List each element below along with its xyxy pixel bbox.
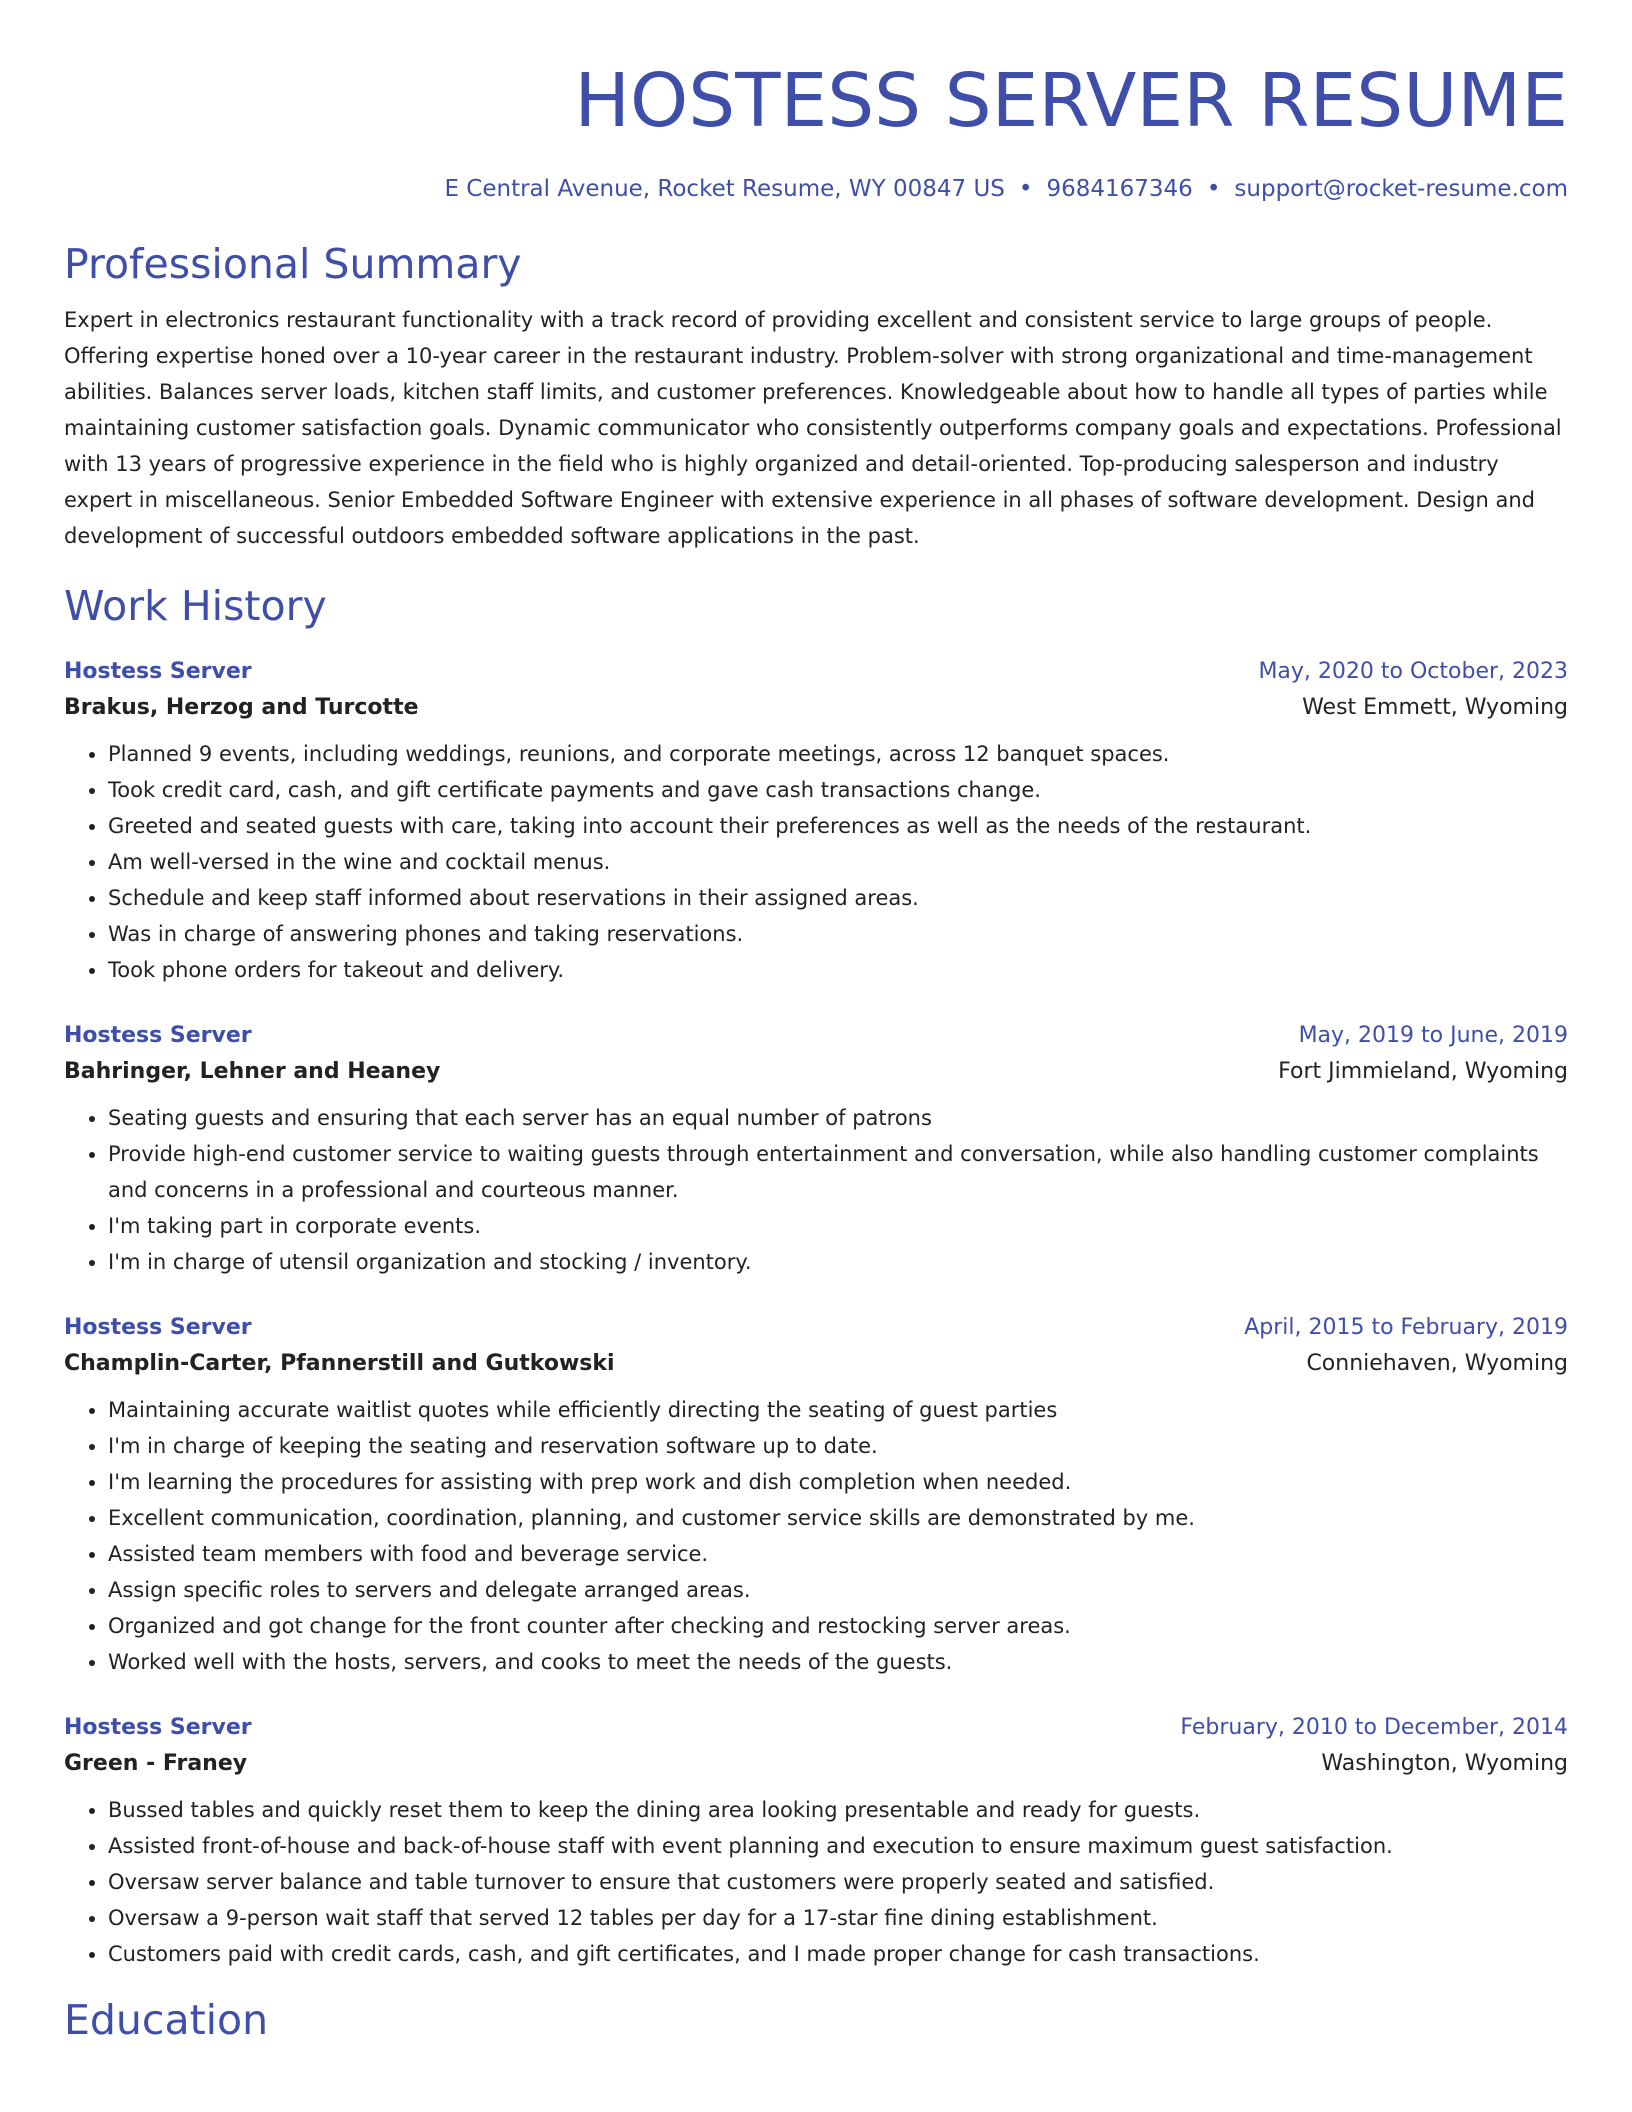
job-dates: February, 2010 to December, 2014	[1180, 1715, 1568, 1740]
contact-separator: •	[1018, 176, 1033, 202]
job-bullet: • I'm taking part in corporate events.	[108, 1208, 1568, 1244]
job-entry	[64, 1310, 1568, 1680]
job-company-row	[64, 690, 1568, 726]
job-company: Bahringer, Lehner and Heaney	[64, 1059, 441, 1084]
job-bullet: • Worked well with the hosts, servers, and cooks to meet the needs of the guests.	[108, 1644, 1568, 1680]
job-bullet: • Organized and got change for the front counter after checking and restocking server areas.	[108, 1608, 1568, 1644]
job-location: West Emmett, Wyoming	[1302, 695, 1568, 720]
job-dates: May, 2019 to June, 2019	[1298, 1023, 1568, 1048]
job-company: Brakus, Herzog and Turcotte	[64, 695, 419, 720]
job-entry	[64, 1710, 1568, 1972]
work-history-list	[64, 654, 1568, 1972]
job-company: Green - Franey	[64, 1751, 248, 1776]
job-entry	[64, 654, 1568, 988]
job-title-row	[64, 654, 1568, 690]
job-bullet: • Assign specific roles to servers and delegate arranged areas.	[108, 1572, 1568, 1608]
job-dates: April, 2015 to February, 2019	[1244, 1315, 1568, 1340]
job-bullet: • Oversaw server balance and table turnover to ensure that customers were properly seated and satisfied.	[108, 1864, 1568, 1900]
contact-phone: 9684167346	[1046, 176, 1193, 202]
contact-separator: •	[1206, 176, 1221, 202]
job-bullets	[64, 736, 1568, 988]
job-title-row	[64, 1310, 1568, 1346]
job-location: Conniehaven, Wyoming	[1306, 1351, 1568, 1376]
job-dates: May, 2020 to October, 2023	[1258, 659, 1568, 684]
contact-address: E Central Avenue, Rocket Resume, WY 00847 US	[444, 176, 1005, 202]
resume-header	[64, 0, 1568, 204]
job-company: Champlin-Carter, Pfannerstill and Gutkowski	[64, 1351, 615, 1376]
job-bullet: • Planned 9 events, including weddings, reunions, and corporate meetings, across 12 banquet spaces.	[108, 736, 1568, 772]
job-title: Hostess Server	[64, 1315, 252, 1340]
job-entry	[64, 1018, 1568, 1280]
job-bullets	[64, 1792, 1568, 1972]
job-bullet: • I'm learning the procedures for assisting with prep work and dish completion when needed.	[108, 1464, 1568, 1500]
summary-heading: Professional Summary	[64, 240, 522, 288]
job-bullet: • Seating guests and ensuring that each server has an equal number of patrons	[108, 1100, 1568, 1136]
work-history-heading: Work History	[64, 582, 327, 630]
job-bullet: • I'm in charge of keeping the seating and reservation software up to date.	[108, 1428, 1568, 1464]
job-title: Hostess Server	[64, 659, 252, 684]
job-bullet: • Took phone orders for takeout and delivery.	[108, 952, 1568, 988]
job-title-row	[64, 1710, 1568, 1746]
job-bullet: • Maintaining accurate waitlist quotes while efficiently directing the seating of guest parties	[108, 1392, 1568, 1428]
job-bullet: • Provide high-end customer service to waiting guests through entertainment and conversation, while also handling customer complaints and concerns in a professional and courteous manner.	[108, 1136, 1568, 1208]
job-title-row	[64, 1018, 1568, 1054]
job-location: Washington, Wyoming	[1321, 1751, 1568, 1776]
job-location: Fort Jimmieland, Wyoming	[1278, 1059, 1568, 1084]
job-bullet: • Am well-versed in the wine and cocktail menus.	[108, 844, 1568, 880]
job-bullet: • Oversaw a 9-person wait staff that served 12 tables per day for a 17-star fine dining establishment.	[108, 1900, 1568, 1936]
contact-line	[64, 174, 1568, 204]
contact-email: support@rocket-resume.com	[1234, 176, 1568, 202]
job-bullet: • Took credit card, cash, and gift certificate payments and gave cash transactions change.	[108, 772, 1568, 808]
job-bullet: • Excellent communication, coordination, planning, and customer service skills are demonstrated by me.	[108, 1500, 1568, 1536]
job-bullets	[64, 1392, 1568, 1680]
job-bullet: • Assisted team members with food and beverage service.	[108, 1536, 1568, 1572]
education-heading: Education	[64, 1996, 269, 2044]
job-company-row	[64, 1346, 1568, 1382]
job-company-row	[64, 1746, 1568, 1782]
job-bullets	[64, 1100, 1568, 1280]
job-company-row	[64, 1054, 1568, 1090]
job-bullet: • Was in charge of answering phones and taking reservations.	[108, 916, 1568, 952]
job-bullet: • Assisted front-of-house and back-of-house staff with event planning and execution to ensure maximum guest satisfaction.	[108, 1828, 1568, 1864]
resume-page	[64, 0, 1568, 2046]
summary-text: Expert in electronics restaurant functionality with a track record of providing excellent and consistent service to large groups of people. Offering expertise honed over a 10-year career in the restaurant industry. Problem-solver with strong organizational and time-management abilities. Balances server loads, kitchen staff limits, and customer preferences. Knowledgeable about how to handle all types of parties while maintaining customer satisfaction goals. Dynamic communicator who consistently outperforms company goals and expectations. Professional with 13 years of progressive experience in the field who is highly organized and detail-oriented. Top-producing salesperson and industry expert in miscellaneous. Senior Embedded Software Engineer with extensive experience in all phases of software development. Design and development of successful outdoors embedded software applications in the past.	[64, 308, 1562, 548]
resume-name: HOSTESS SERVER RESUME	[574, 58, 1568, 144]
job-bullet: • Customers paid with credit cards, cash, and gift certificates, and I made proper change for cash transactions.	[108, 1936, 1568, 1972]
job-title: Hostess Server	[64, 1715, 252, 1740]
job-bullet: • I'm in charge of utensil organization and stocking / inventory.	[108, 1244, 1568, 1280]
job-bullet: • Bussed tables and quickly reset them to keep the dining area looking presentable and ready for guests.	[108, 1792, 1568, 1828]
job-bullet: • Greeted and seated guests with care, taking into account their preferences as well as the needs of the restaurant.	[108, 808, 1568, 844]
job-bullet: • Schedule and keep staff informed about reservations in their assigned areas.	[108, 880, 1568, 916]
job-title: Hostess Server	[64, 1023, 252, 1048]
